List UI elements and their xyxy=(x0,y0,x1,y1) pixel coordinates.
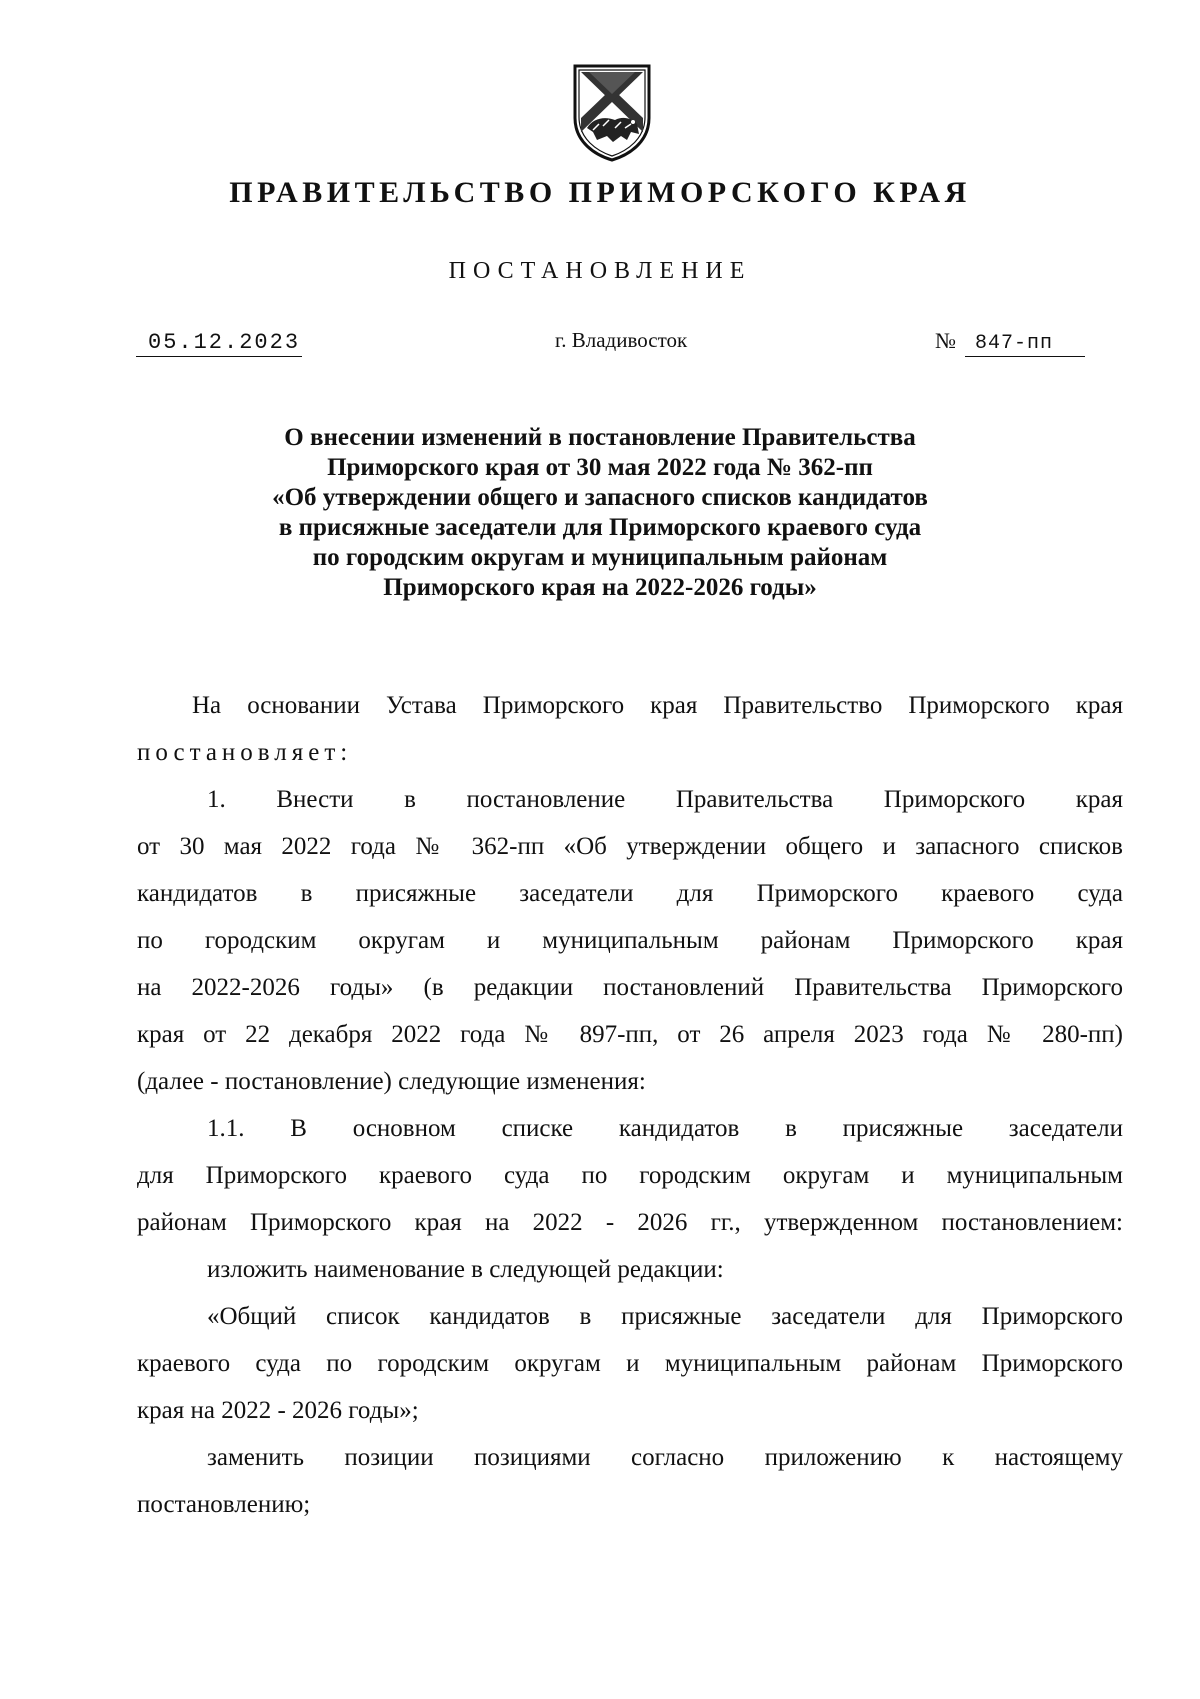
paragraph-1-line: от 30 мая 2022 года № 362-пп «Об утверждении общего и запасного списков xyxy=(137,833,1123,860)
paragraph-1-line: кандидатов в присяжные заседатели для Приморского краевого суда xyxy=(137,880,1123,907)
paragraph-1-line: (далее - постановление) следующие изменения: xyxy=(137,1068,646,1095)
rename-instruction: изложить наименование в следующей редакции: xyxy=(207,1256,724,1283)
coat-of-arms-icon xyxy=(569,62,655,162)
quoted-title-line: краевого суда по городским округам и муниципальным районам Приморского xyxy=(137,1350,1123,1377)
replace-instruction-line: заменить позиции позициями согласно приложению к настоящему xyxy=(207,1444,1123,1471)
paragraph-1-1-line: для Приморского краевого суда по городским округам и муниципальным xyxy=(137,1162,1123,1189)
document-city: г. Владивосток xyxy=(555,328,688,352)
document-heading xyxy=(150,423,1050,603)
heading-line: по городским округам и муниципальным районам xyxy=(312,544,888,571)
heading-line: в присяжные заседатели для Приморского краевого суда xyxy=(278,514,922,541)
heading-line: «Об утверждении общего и запасного списков кандидатов xyxy=(272,484,928,511)
document-number: 847-пп xyxy=(965,332,1085,357)
document-body xyxy=(137,682,1123,1528)
paragraph-1-line: на 2022-2026 годы» (в редакции постановлений Правительства Приморского xyxy=(137,974,1123,1001)
quoted-title-line: «Общий список кандидатов в присяжные заседатели для Приморского xyxy=(207,1303,1123,1330)
paragraph-1-1-line: районам Приморского края на 2022 - 2026 гг., утвержденном постановлением: xyxy=(137,1209,1123,1236)
document-type: ПОСТАНОВЛЕНИЕ xyxy=(448,258,752,284)
quoted-title-line: края на 2022 - 2026 годы»; xyxy=(137,1397,419,1424)
number-sign: № xyxy=(935,328,956,353)
heading-line: Приморского края на 2022-2026 годы» xyxy=(383,574,817,601)
preamble-line: На основании Устава Приморского края Правительство Приморского края xyxy=(192,692,1123,719)
preamble-resolves: постановляет: xyxy=(137,739,353,766)
heading-line: Приморского края от 30 мая 2022 года № 362-пп xyxy=(327,454,873,481)
replace-instruction-line: постановлению; xyxy=(137,1491,311,1518)
heading-line: О внесении изменений в постановление Правительства xyxy=(284,424,916,451)
paragraph-1-1-line: 1.1. В основном списке кандидатов в присяжные заседатели xyxy=(207,1115,1123,1142)
paragraph-1-line: по городским округам и муниципальным районам Приморского края xyxy=(137,927,1123,954)
paragraph-1-line: 1. Внести в постановление Правительства Приморского края xyxy=(207,786,1123,813)
organization-title: ПРАВИТЕЛЬСТВО ПРИМОРСКОГО КРАЯ xyxy=(229,176,971,209)
paragraph-1-line: края от 22 декабря 2022 года № 897-пп, от 26 апреля 2023 года № 280-пп) xyxy=(137,1021,1123,1048)
document-date: 05.12.2023 xyxy=(136,330,302,357)
